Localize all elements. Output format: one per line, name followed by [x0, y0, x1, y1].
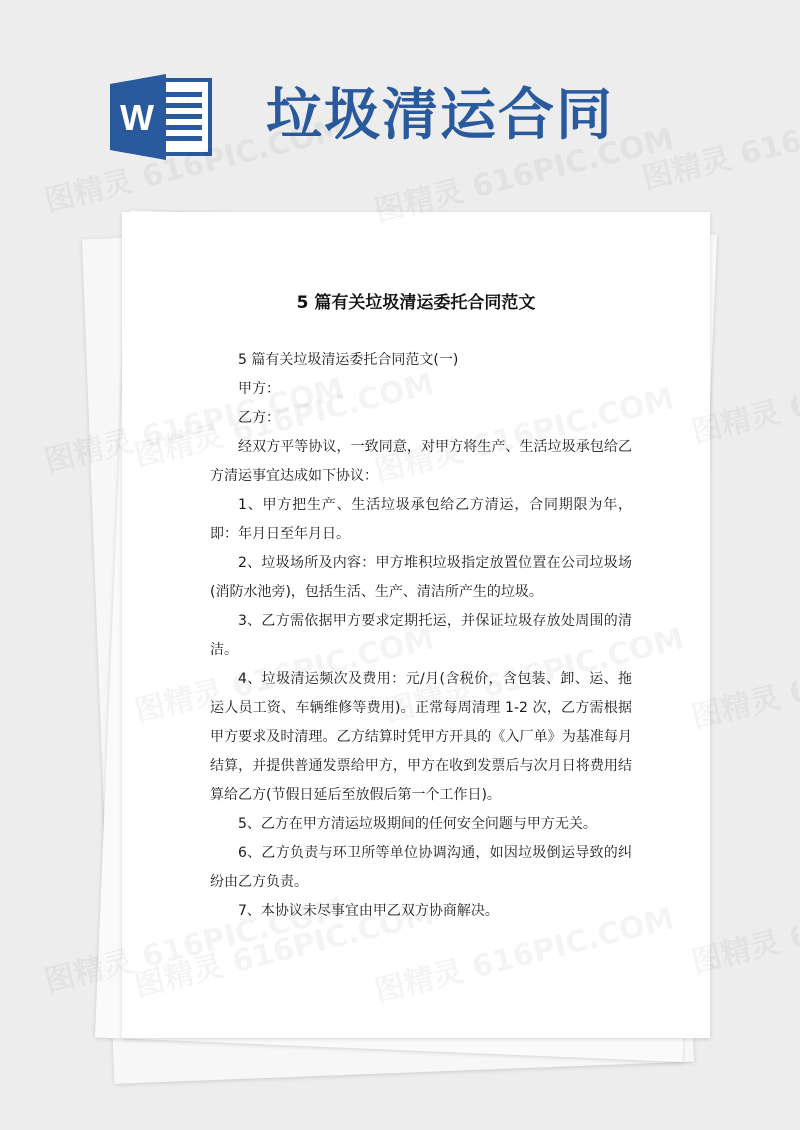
paragraph: 4、垃圾清运频次及费用：元/月(含税价，含包装、卸、运、拖运人员工资、车辆维修等费用)。正常每周清理 1-2 次，乙方需根据甲方要求及时清理。乙方结算时凭甲方开具的《入厂单》为基准每月结算，并提供普通发票给甲方，甲方在收到发票后与次月日将费用结算给乙方(节假日延后至放假后第一个工作日)。 — [210, 671, 632, 803]
document-page — [122, 212, 710, 1038]
word-letter: W — [120, 97, 154, 138]
paragraph: 5、乙方在甲方清运垃圾期间的任何安全问题与甲方无关。 — [238, 816, 597, 832]
paragraph: 6、乙方负责与环卫所等单位协调沟通，如因垃圾倒运导致的纠纷由乙方负责。 — [210, 845, 632, 890]
paragraph: 5 篇有关垃圾清运委托合同范文(一) — [238, 352, 459, 368]
paragraph: 经双方平等协议，一致同意，对甲方将生产、生活垃圾承包给乙方清运事宜达成如下协议： — [210, 439, 632, 484]
paragraph: 2、垃圾场所及内容：甲方堆积垃圾指定放置位置在公司垃圾场(消防水池旁)，包括生活、生产、清洁所产生的垃圾。 — [210, 555, 632, 600]
document-title: 5 篇有关垃圾清运委托合同范文 — [296, 293, 536, 313]
paragraph: 3、乙方需依据甲方要求定期托运，并保证垃圾存放处周围的清洁。 — [210, 613, 632, 658]
header-title: 垃圾清运合同 — [266, 83, 614, 148]
paragraph: 甲方： — [238, 381, 280, 397]
paragraph: 乙方： — [238, 410, 280, 426]
document-body — [210, 346, 632, 926]
paragraph: 1、甲方把生产、生活垃圾承包给乙方清运，合同期限为年，即：年月日至年月日。 — [210, 497, 632, 542]
word-document-icon — [110, 74, 216, 160]
paragraph: 7、本协议未尽事宜由甲乙双方协商解决。 — [238, 903, 499, 919]
header-banner — [0, 0, 800, 200]
